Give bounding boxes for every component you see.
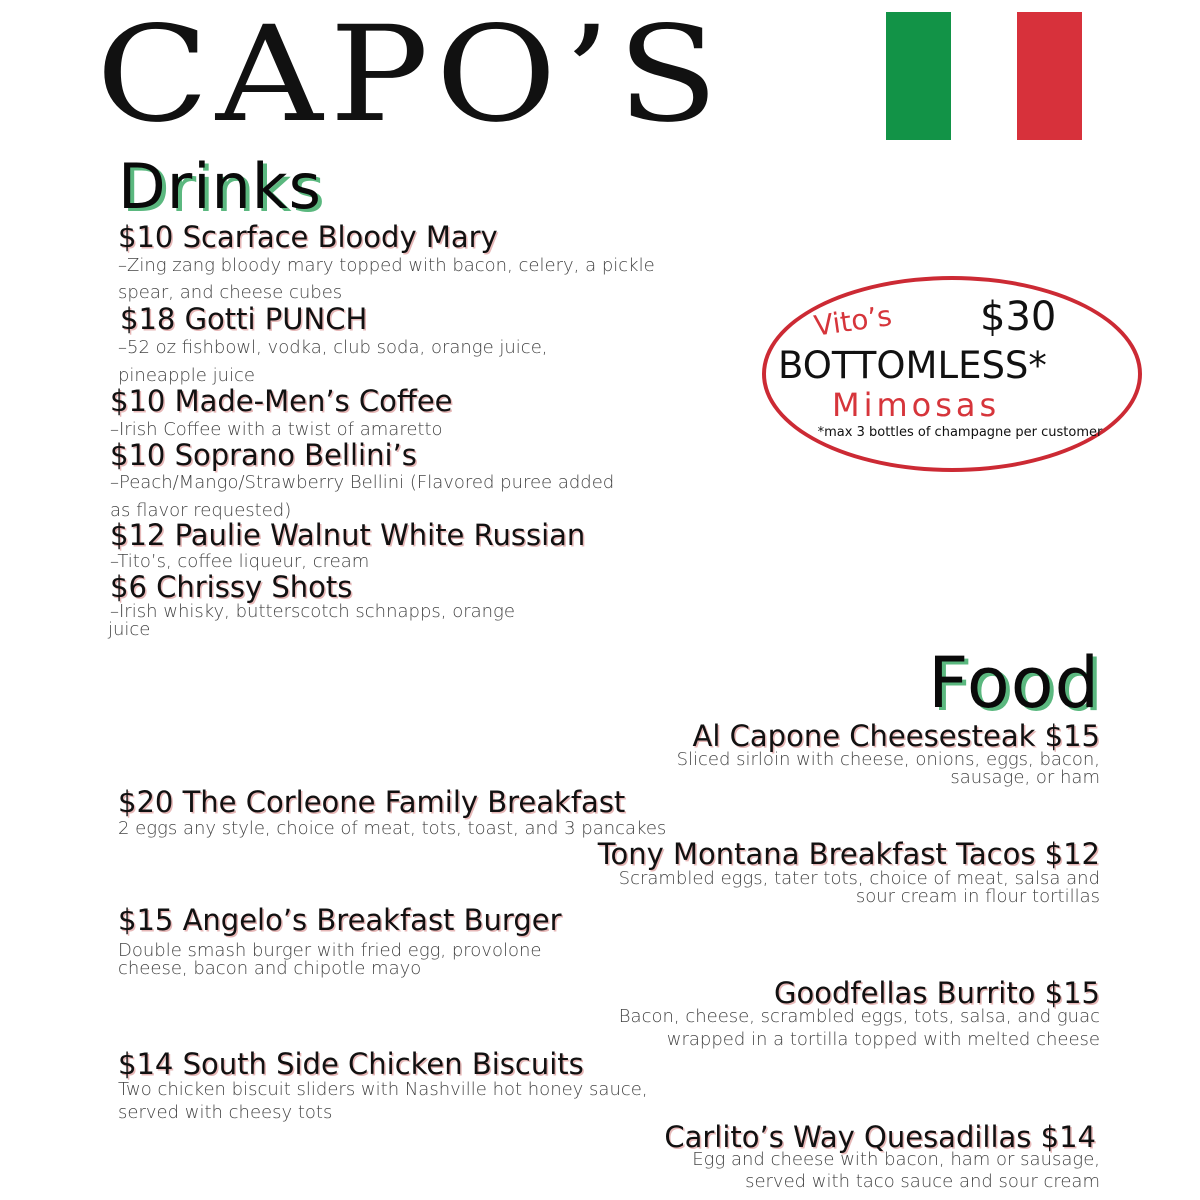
flag-white-stripe bbox=[951, 12, 1016, 140]
drink-item-name: $10 Soprano Bellini’s bbox=[110, 438, 417, 472]
drink-item-desc: –52 oz fishbowl, vodka, club soda, orange juice, bbox=[118, 337, 548, 358]
food-item-name: Al Capone Cheesesteak $15 bbox=[692, 719, 1100, 753]
drink-item-name: $10 Made-Men’s Coffee bbox=[110, 384, 453, 418]
promo-bottomless: BOTTOMLESS* bbox=[778, 344, 1047, 387]
food-item-name: $15 Angelo’s Breakfast Burger bbox=[118, 903, 562, 937]
promo-vito-label: Vito’s bbox=[812, 299, 894, 343]
flag-green-stripe bbox=[886, 12, 951, 140]
drink-item-name: $18 Gotti PUNCH bbox=[120, 302, 368, 336]
drink-item-desc: –Irish whisky, butterscotch schnapps, orange bbox=[110, 601, 515, 622]
food-item-desc: cheese, bacon and chipotle mayo bbox=[118, 958, 422, 979]
food-item-name: $20 The Corleone Family Breakfast bbox=[118, 785, 626, 819]
flag-red-stripe bbox=[1017, 12, 1082, 140]
food-item-desc: Sliced sirloin with cheese, onions, eggs, bacon, bbox=[676, 749, 1100, 770]
food-heading: Food bbox=[928, 642, 1100, 724]
food-item-name: $14 South Side Chicken Biscuits bbox=[118, 1047, 584, 1081]
italian-flag-icon bbox=[886, 12, 1082, 140]
promo-price: $30 bbox=[980, 294, 1057, 340]
food-item-desc: sour cream in flour tortillas bbox=[855, 886, 1100, 907]
food-item-desc: Egg and cheese with bacon, ham or sausage, bbox=[692, 1149, 1100, 1170]
food-item-desc: Scrambled eggs, tater tots, choice of meat, salsa and bbox=[618, 868, 1100, 889]
drink-item-name: $6 Chrissy Shots bbox=[110, 570, 353, 604]
drink-item-desc: spear, and cheese cubes bbox=[118, 282, 343, 303]
drink-item-desc: –Zing zang bloody mary topped with bacon, celery, a pickle bbox=[118, 255, 655, 276]
food-item-desc: Double smash burger with fried egg, provolone bbox=[118, 940, 542, 961]
food-item-name: Tony Montana Breakfast Tacos $12 bbox=[597, 837, 1100, 871]
promo-mimosas: Mimosas bbox=[832, 386, 1001, 424]
promo-note: *max 3 bottles of champagne per customer bbox=[817, 425, 1103, 440]
food-item-desc: wrapped in a tortilla topped with melted cheese bbox=[666, 1029, 1100, 1050]
food-item-desc: served with cheesy tots bbox=[118, 1102, 333, 1123]
food-item-name: Carlito’s Way Quesadillas $14 bbox=[664, 1120, 1096, 1154]
drink-item-desc: –Tito’s, coffee liqueur, cream bbox=[110, 551, 370, 572]
food-item-desc: sausage, or ham bbox=[950, 767, 1100, 788]
menu-title: CAPO’S bbox=[96, 0, 726, 152]
drink-item-name: $10 Scarface Bloody Mary bbox=[118, 220, 498, 254]
drink-item-desc: juice bbox=[108, 619, 151, 640]
drink-item-name: $12 Paulie Walnut White Russian bbox=[110, 518, 586, 552]
food-item-desc: Bacon, cheese, scrambled eggs, tots, salsa, and guac bbox=[618, 1006, 1100, 1027]
drink-item-desc: –Irish Coffee with a twist of amaretto bbox=[110, 419, 443, 440]
drinks-heading: Drinks bbox=[118, 150, 322, 223]
food-item-name: Goodfellas Burrito $15 bbox=[774, 976, 1100, 1010]
food-item-desc: served with taco sauce and sour cream bbox=[745, 1171, 1100, 1192]
food-item-desc: 2 eggs any style, choice of meat, tots, toast, and 3 pancakes bbox=[118, 818, 667, 839]
food-item-desc: Two chicken biscuit sliders with Nashville hot honey sauce, bbox=[118, 1079, 648, 1100]
drink-item-desc: –Peach/Mango/Strawberry Bellini (Flavored puree added bbox=[110, 472, 615, 493]
drink-item-desc: as flavor requested) bbox=[110, 500, 292, 521]
drink-item-desc: pineapple juice bbox=[118, 365, 255, 386]
